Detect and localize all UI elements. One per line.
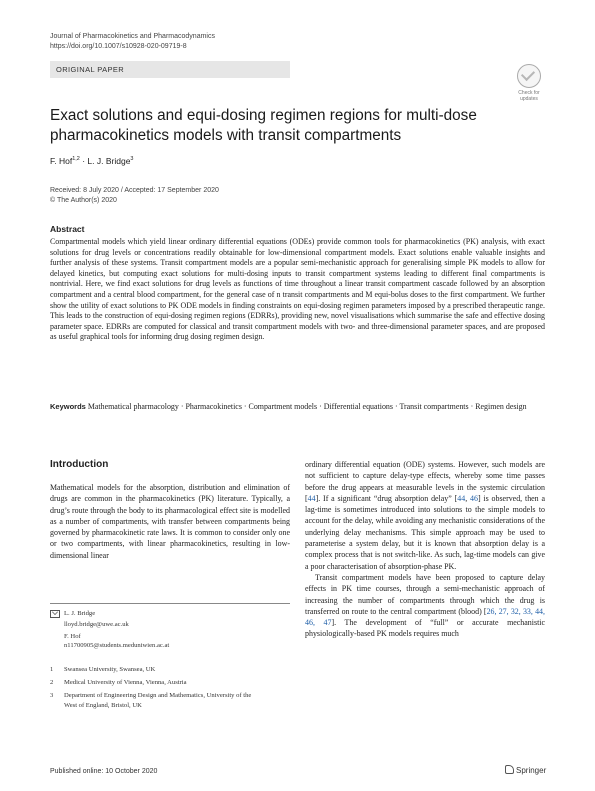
keywords <box>50 401 545 412</box>
author-separator: · <box>79 156 88 166</box>
correspondence-block <box>50 609 169 650</box>
article-dates <box>50 186 219 206</box>
citation-link[interactable]: 46 <box>470 493 478 503</box>
affiliation-item: 3 Department of Engineering Design and Mathematics, University of the West of England, Bristol, UK <box>50 692 252 709</box>
article-type-banner <box>50 61 290 78</box>
publisher-logo: Springer <box>505 765 546 775</box>
corr-email-bridge[interactable]: lloyd.bridge@uwe.ac.uk <box>64 620 129 628</box>
intro-right-column <box>305 459 545 640</box>
introduction-heading: Introduction <box>50 459 109 470</box>
footnote-divider <box>50 603 290 604</box>
journal-name: Journal of Pharmacokinetics and Pharmacodynamics <box>50 33 215 40</box>
article-type-label: ORIGINAL PAPER <box>56 65 125 74</box>
check-updates-label: Check for updates <box>518 90 540 102</box>
doi-link[interactable]: https://doi.org/10.1007/s10928-020-09719-8 <box>50 43 187 50</box>
affiliation-item: 1 Swansea University, Swansea, UK <box>50 666 156 673</box>
title-line-2: pharmacokinetics models with transit compartments <box>50 127 402 144</box>
author-bridge[interactable]: L. J. Bridge <box>87 156 131 166</box>
corr-email-hof[interactable]: n11700905@students.meduniwien.ac.at <box>64 642 170 650</box>
copyright: © The Author(s) 2020 <box>50 197 117 204</box>
intro-paragraph-1-cont: ordinary differential equation (ODE) systems. However, such models are not sufficient to capture delay-type effects, whereby some time passes before the drug appears at measurable levels in the systemic circulation [44]. If a significant “drug absorption delay” [44, 46] is observed, then a lag-time is sometimes introduced into solutions to the simple models to account for the delay, while avoiding any mechanistic considerations of the underlying delay mechanisms. This simple approach may be used to parameterise a system delay, but it is known that absorption delay is a complex process that is not switch-like. As such, lag-time models can give a poor characterisation of absorption-phase PK. <box>305 460 545 571</box>
received-accepted: Received: 8 July 2020 / Accepted: 17 September 2020 <box>50 187 219 194</box>
keywords-label: Keywords <box>50 402 86 411</box>
corr-name-bridge: L. J. Bridge <box>64 610 96 617</box>
citation-link[interactable]: 44 <box>457 493 466 503</box>
check-updates-icon <box>517 64 541 88</box>
citation-link[interactable]: 44 <box>307 493 316 503</box>
paper-title <box>50 106 530 146</box>
intro-paragraph-1: Mathematical models for the absorption, distribution and elimination of drugs are common in the pharmacokinetics (PK) literature. Typically, a drug’s route through the body to its pharmacological effect site is modelled as a number of compartments, with transfer between compartments being governed by pharmacokinetic rate laws. It is common to consider only one or two compartments, with linear pharmacokinetics, resulting in low-dimensional linear <box>50 483 290 560</box>
corr-name-hof: F. Hof <box>64 632 81 640</box>
springer-horse-icon <box>505 765 514 774</box>
published-online: Published online: 10 October 2020 <box>50 768 158 775</box>
abstract-text: Compartmental models which yield linear ordinary differential equations (ODEs) provide common tools for pharmacokinetics (PK) analysis, with exact solutions for drug levels or concentrations readily obtainable for low-dimensional compartment models. Exact solutions enable valuable insights and further analysis of these systems. Transit compartment models are a popular semi-mechanistic approach for generalising simple PK models to allow for delayed kinetics, but computing exact solutions for multi-dosing inputs to transit compartment systems leading to different final compartments is nontrivial. Here, we find exact solutions for drug levels as functions of time throughout a linear transit compartment cascade followed by an absorption compartment and a central blood compartment, for the general case of n transit compartments and M equi-bolus doses to the first compartment. We further show the utility of exact solutions to PK ODE models in finding constraints on equi-dosing regimen parameters imposed by a prescribed therapeutic range. This leads to the construction of equi-dosing regimen regions (EDRRs), providing new, novel visualisations which summarise the safe and effective dosing parameter space. EDRRs are computed for classical and transit compartment models with two- and three-dimensional parameter spaces, and are proposed as useful graphical tools for informing drug dosing regimen design. <box>50 237 545 342</box>
author-hof[interactable]: F. Hof <box>50 156 73 166</box>
keywords-list: Mathematical pharmacology · Pharmacokinetics · Compartment models · Differential equations · Transit compartments · Regimen design <box>87 402 527 411</box>
author-hof-affil: 1,2 <box>72 156 80 163</box>
citation-link[interactable]: 26, 27, 32, 33, 44, 46, 47 <box>305 606 545 628</box>
author-list <box>50 156 133 166</box>
affiliations <box>50 665 264 714</box>
envelope-icon <box>50 610 60 618</box>
affiliation-item: 2 Medical University of Vienna, Vienna, Austria <box>50 679 187 687</box>
check-for-updates-badge[interactable] <box>513 64 545 102</box>
abstract-heading: Abstract <box>50 224 85 234</box>
intro-paragraph-2: Transit compartment models have been proposed to capture delay effects in PK time courses, through a semi-mechanistic approach of increasing the number of compartments through which the drug is transferred on route to the central compartment (blood) [26, 27, 32, 33, 44, 46, 47]. The development of “full” or accurate mechanistic physiologically-based PK models requires much <box>305 572 545 639</box>
author-bridge-affil: 3 <box>130 156 134 163</box>
journal-header <box>50 32 215 52</box>
title-line-1: Exact solutions and equi-dosing regimen regions for multi-dose <box>50 107 477 124</box>
intro-left-column <box>50 482 290 561</box>
